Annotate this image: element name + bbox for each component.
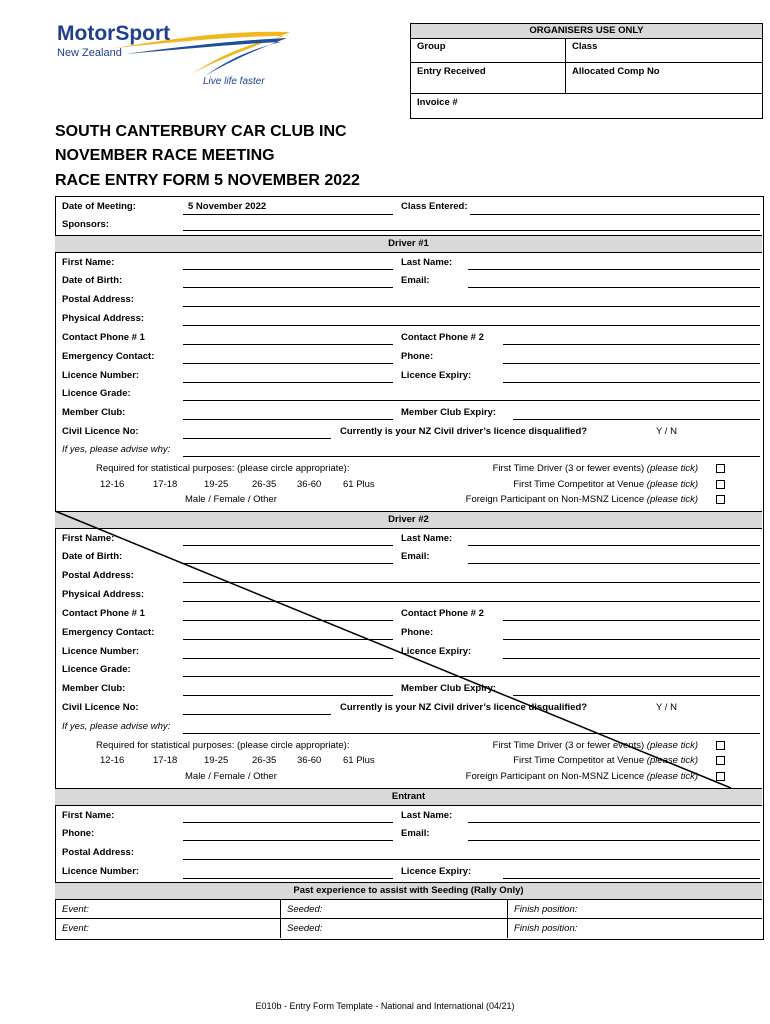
organisers-heading: ORGANISERS USE ONLY	[411, 24, 762, 38]
experience-header: Past experience to assist with Seeding (Rally Only)	[55, 882, 762, 900]
d1-licence-number-label: Licence Number:	[62, 370, 140, 381]
d1-phone-label: Phone:	[401, 351, 434, 362]
d2-phone-label: Phone:	[401, 627, 434, 638]
date-of-meeting-label: Date of Meeting:	[62, 201, 136, 212]
date-of-meeting-value: 5 November 2022	[188, 201, 267, 212]
entrant-postal-field[interactable]	[183, 859, 760, 860]
seeded-2-label: Seeded:	[287, 923, 323, 934]
d1-age-36-60[interactable]: 36-60	[297, 479, 322, 490]
d2-venue-row: First Time Competitor at Venue (please tick)	[513, 755, 698, 766]
group-label: Group	[417, 41, 446, 52]
d2-dob-label: Date of Birth:	[62, 551, 123, 562]
d1-disqualified-label: Currently is your NZ Civil driver’s licence disqualified?	[340, 426, 588, 437]
d1-yn-label[interactable]: Y / N	[656, 426, 677, 437]
d1-age-61-plus[interactable]: 61 Plus	[343, 479, 375, 490]
d2-civil-licence-label: Civil Licence No:	[62, 702, 139, 713]
d2-first-time-row: First Time Driver (3 or fewer events) (please tick)	[492, 740, 698, 751]
d2-age-61-plus[interactable]: 61 Plus	[343, 755, 375, 766]
d2-age-12-16[interactable]: 12-16	[100, 755, 125, 766]
d1-email-label: Email:	[401, 275, 430, 286]
d1-postal-label: Postal Address:	[62, 294, 134, 305]
entrant-last-name-field[interactable]	[468, 822, 760, 823]
d2-age-17-18[interactable]: 17-18	[153, 755, 178, 766]
class-entered-label: Class Entered:	[401, 201, 468, 212]
invoice-label: Invoice #	[417, 97, 458, 108]
allocated-comp-no-label: Allocated Comp No	[572, 66, 660, 77]
finish-2-label: Finish position:	[514, 923, 578, 934]
entrant-postal-label: Postal Address:	[62, 847, 134, 858]
d1-emergency-label: Emergency Contact:	[62, 351, 155, 362]
entrant-email-label: Email:	[401, 828, 430, 839]
d1-physical-label: Physical Address:	[62, 313, 145, 324]
entrant-first-name-field[interactable]	[183, 822, 393, 823]
d2-stat-label: Required for statistical purposes: (please circle appropriate):	[96, 740, 350, 751]
seeded-1-label: Seeded:	[287, 904, 323, 915]
event-2-label: Event:	[62, 923, 89, 934]
d1-advise-label: If yes, please advise why:	[62, 444, 171, 455]
d1-age-12-16[interactable]: 12-16	[100, 479, 125, 490]
d1-phone1-label: Contact Phone # 1	[62, 332, 145, 343]
d2-member-club-label: Member Club:	[62, 683, 126, 694]
d1-licence-grade-label: Licence Grade:	[62, 388, 131, 399]
entrant-phone-label: Phone:	[62, 828, 95, 839]
d2-emergency-label: Emergency Contact:	[62, 627, 155, 638]
d2-licence-expiry-label: Licence Expiry:	[401, 646, 472, 657]
d2-disqualified-label: Currently is your NZ Civil driver’s licence disqualified?	[340, 702, 588, 713]
d2-advise-label: If yes, please advise why:	[62, 721, 171, 732]
d2-licence-grade-label: Licence Grade:	[62, 664, 131, 675]
d1-foreign-row: Foreign Participant on Non-MSNZ Licence (please tick)	[465, 494, 698, 505]
d1-venue-row: First Time Competitor at Venue (please tick)	[513, 479, 698, 490]
d2-age-19-25[interactable]: 19-25	[204, 755, 229, 766]
entrant-first-name-label: First Name:	[62, 810, 115, 821]
d1-age-26-35[interactable]: 26-35	[252, 479, 277, 490]
d2-age-36-60[interactable]: 36-60	[297, 755, 322, 766]
d1-first-name-label: First Name:	[62, 257, 115, 268]
d2-email-label: Email:	[401, 551, 430, 562]
d1-dob-label: Date of Birth:	[62, 275, 123, 286]
form-title-3: RACE ENTRY FORM 5 NOVEMBER 2022	[55, 172, 360, 189]
entrant-header: Entrant	[55, 788, 762, 806]
d1-last-name-label: Last Name:	[401, 257, 453, 268]
d2-yn-label[interactable]: Y / N	[656, 702, 677, 713]
d2-first-name-label: First Name:	[62, 533, 115, 544]
entrant-email-field[interactable]	[468, 840, 760, 841]
d2-phone2-label: Contact Phone # 2	[401, 608, 484, 619]
logo-tagline: Live life faster	[203, 76, 265, 87]
d2-gender-options[interactable]: Male / Female / Other	[185, 771, 277, 782]
d2-postal-label: Postal Address:	[62, 570, 134, 581]
footer-text: E010b - Entry Form Template - National and International (04/21)	[255, 1001, 515, 1011]
d1-licence-expiry-label: Licence Expiry:	[401, 370, 472, 381]
finish-1-label: Finish position:	[514, 904, 578, 915]
form-title-1: SOUTH CANTERBURY CAR CLUB INC	[55, 123, 347, 140]
entrant-licence-number-field[interactable]	[183, 878, 393, 879]
entrant-licence-number-label: Licence Number:	[62, 866, 140, 877]
event-1-label: Event:	[62, 904, 89, 915]
d1-member-club-label: Member Club:	[62, 407, 126, 418]
entrant-licence-expiry-field[interactable]	[503, 878, 760, 879]
d2-foreign-row: Foreign Participant on Non-MSNZ Licence (please tick)	[465, 771, 698, 782]
form-title-2: NOVEMBER RACE MEETING	[55, 147, 275, 164]
d2-licence-number-label: Licence Number:	[62, 646, 140, 657]
d1-civil-licence-label: Civil Licence No:	[62, 426, 139, 437]
d1-age-17-18[interactable]: 17-18	[153, 479, 178, 490]
d1-stat-label: Required for statistical purposes: (please circle appropriate):	[96, 463, 350, 474]
d1-age-19-25[interactable]: 19-25	[204, 479, 229, 490]
entrant-last-name-label: Last Name:	[401, 810, 453, 821]
d2-member-club-expiry-label: Member Club Expiry:	[401, 683, 497, 694]
d2-physical-label: Physical Address:	[62, 589, 145, 600]
driver1-header: Driver #1	[55, 235, 762, 253]
class-label: Class	[572, 41, 598, 52]
d1-gender-options[interactable]: Male / Female / Other	[185, 494, 277, 505]
d2-phone1-label: Contact Phone # 1	[62, 608, 145, 619]
d1-first-time-row: First Time Driver (3 or fewer events) (please tick)	[492, 463, 698, 474]
driver2-header: Driver #2	[55, 511, 762, 529]
d2-last-name-label: Last Name:	[401, 533, 453, 544]
d1-member-club-expiry-label: Member Club Expiry:	[401, 407, 497, 418]
d2-age-26-35[interactable]: 26-35	[252, 755, 277, 766]
entrant-phone-field[interactable]	[183, 840, 393, 841]
logo-subtext: New Zealand	[57, 47, 122, 59]
entrant-licence-expiry-label: Licence Expiry:	[401, 866, 472, 877]
entry-received-label: Entry Received	[417, 66, 486, 77]
d1-phone2-label: Contact Phone # 2	[401, 332, 484, 343]
logo-text: MotorSport	[57, 22, 171, 45]
sponsors-label: Sponsors:	[62, 219, 109, 230]
